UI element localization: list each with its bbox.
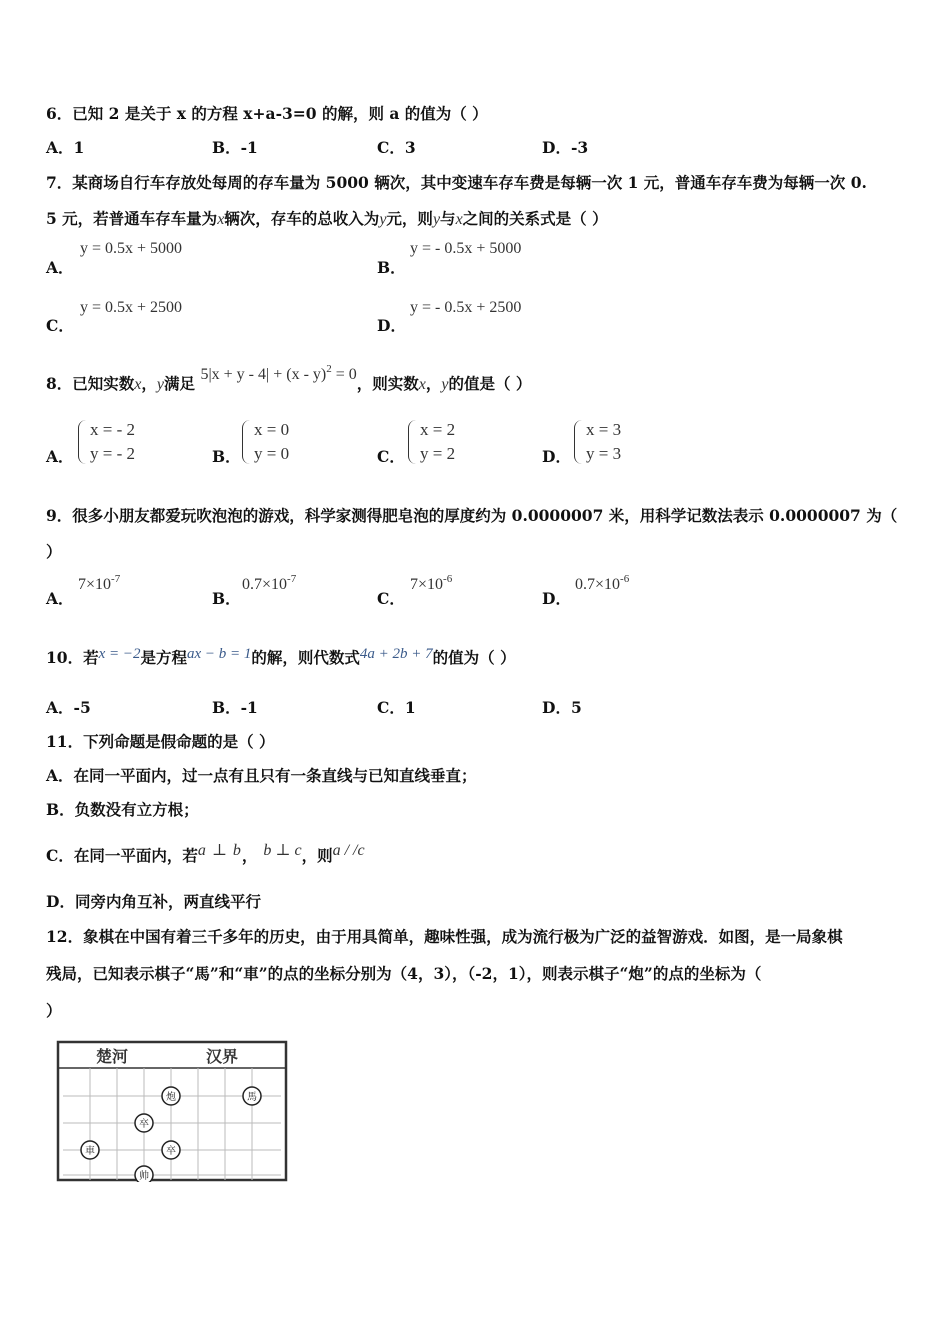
q6-option-a: A．1 bbox=[46, 138, 85, 157]
q9-value-d: $0.7\times 10^{-6}$ bbox=[575, 573, 630, 593]
q7-label-d: D． bbox=[377, 316, 406, 335]
q11-option-c: C．在同一平面内，若a ⊥ b， b ⊥ c，则a / /c bbox=[46, 842, 365, 865]
q9-value-b: $0.7\times 10^{-7}$ bbox=[242, 573, 297, 593]
svg-text:車: 車 bbox=[85, 1146, 95, 1157]
q12-stem-line1: 12．象棋在中国有着三千多年的历史，由于用具简单，趣味性强，成为流行极为广泛的益智游戏．如图，是一局象棋 bbox=[46, 927, 843, 946]
q9-value-c: $7\times 10^{-6}$ bbox=[410, 573, 453, 593]
q11-stem: 11．下列命题是假命题的是（ ） bbox=[46, 732, 275, 751]
q11-option-a: A．在同一平面内，过一点有且只有一条直线与已知直线垂直； bbox=[46, 766, 477, 785]
svg-text:卒: 卒 bbox=[166, 1146, 176, 1157]
q9-label-a: A． bbox=[46, 589, 74, 608]
svg-text:馬: 馬 bbox=[247, 1092, 257, 1103]
q7-formula-a: y = 0.5x + 5000 bbox=[80, 240, 183, 257]
q7-formula-d: y = - 0.5x + 2500 bbox=[410, 299, 522, 316]
q8-equation: 5|x + y - 4| + (x - y) bbox=[200, 366, 327, 383]
q8-label-a: A． bbox=[46, 447, 74, 466]
svg-text:卒: 卒 bbox=[139, 1119, 149, 1130]
piece-shuai bbox=[135, 1166, 153, 1182]
q9-stem-line2: ） bbox=[46, 542, 62, 561]
piece-ju bbox=[81, 1141, 99, 1159]
q6-stem: 6．已知 2 是关于 x 的方程 x+a-3=0 的解，则 a 的值为（ ） bbox=[46, 104, 488, 123]
piece-zu-2 bbox=[162, 1141, 180, 1159]
q6-option-b: B．-1 bbox=[212, 138, 258, 157]
q8-label-c: C． bbox=[377, 447, 405, 466]
q9-label-d: D． bbox=[542, 589, 571, 608]
q12-stem-line3: ） bbox=[46, 1001, 62, 1020]
q8-stem: 8．已知实数x，y满足 5|x + y - 4| + (x - y)$^2$ = 0，则实数x，y的值是（ ） bbox=[46, 363, 532, 393]
q8-label-d: D． bbox=[542, 447, 571, 466]
svg-text:帅: 帅 bbox=[139, 1171, 149, 1182]
q7-formula-b: y = - 0.5x + 5000 bbox=[410, 240, 522, 257]
river-label-left: 楚河 bbox=[96, 1047, 129, 1066]
q10-option-d: D．5 bbox=[542, 698, 582, 717]
river-label-right: 汉界 bbox=[206, 1047, 239, 1066]
piece-pao bbox=[162, 1087, 180, 1105]
q8-system-a: x = - 2 y = - 2 bbox=[78, 418, 135, 466]
chess-board-figure bbox=[56, 1040, 288, 1182]
q7-label-c: C． bbox=[46, 316, 74, 335]
q10-option-a: A．-5 bbox=[46, 698, 91, 717]
q9-label-b: B． bbox=[212, 589, 241, 608]
q10-option-b: B．-1 bbox=[212, 698, 258, 717]
q7-label-a: A． bbox=[46, 258, 74, 277]
q8-system-d: x = 3 y = 3 bbox=[574, 418, 621, 466]
q11-option-b: B．负数没有立方根； bbox=[46, 800, 199, 819]
q7-stem-line1: 7．某商场自行车存放处每周的存车量为 5000 辆次，其中变速车存车费是每辆一次 1 元，普通车存车费为每辆一次 0. bbox=[46, 173, 867, 192]
q6-option-c: C．3 bbox=[377, 138, 416, 157]
svg-text:炮: 炮 bbox=[166, 1092, 176, 1103]
q6-option-d: D．-3 bbox=[542, 138, 589, 157]
piece-ma bbox=[243, 1087, 261, 1105]
q9-value-a: $7\times 10^{-7}$ bbox=[78, 573, 121, 593]
q9-label-c: C． bbox=[377, 589, 405, 608]
q12-stem-line2: 残局，已知表示棋子“馬”和“車”的点的坐标分别为（4，3），（-2，1），则表示棋子“炮”的点的坐标为（ bbox=[46, 964, 762, 983]
q11-option-d: D．同旁内角互补，两直线平行 bbox=[46, 892, 261, 911]
q9-stem-line1: 9．很多小朋友都爱玩吹泡泡的游戏，科学家测得肥皂泡的厚度约为 0.0000007 米，用科学记数法表示 0.0000007 为（ bbox=[46, 506, 898, 525]
q7-formula-c: y = 0.5x + 2500 bbox=[80, 299, 183, 316]
q10-option-c: C．1 bbox=[377, 698, 416, 717]
q8-system-b: x = 0 y = 0 bbox=[242, 418, 289, 466]
q10-stem: 10．若x = −2是方程ax − b = 1的解，则代数式4a + 2b + 7的值为（ ） bbox=[46, 646, 516, 667]
q8-label-b: B． bbox=[212, 447, 241, 466]
q7-label-b: B． bbox=[377, 258, 406, 277]
piece-zu-1 bbox=[135, 1114, 153, 1132]
q8-system-c: x = 2 y = 2 bbox=[408, 418, 455, 466]
q7-stem-line2: 5 元，若普通车存车量为x辆次，存车的总收入为y元，则y与x之间的关系式是（ ） bbox=[46, 209, 608, 228]
